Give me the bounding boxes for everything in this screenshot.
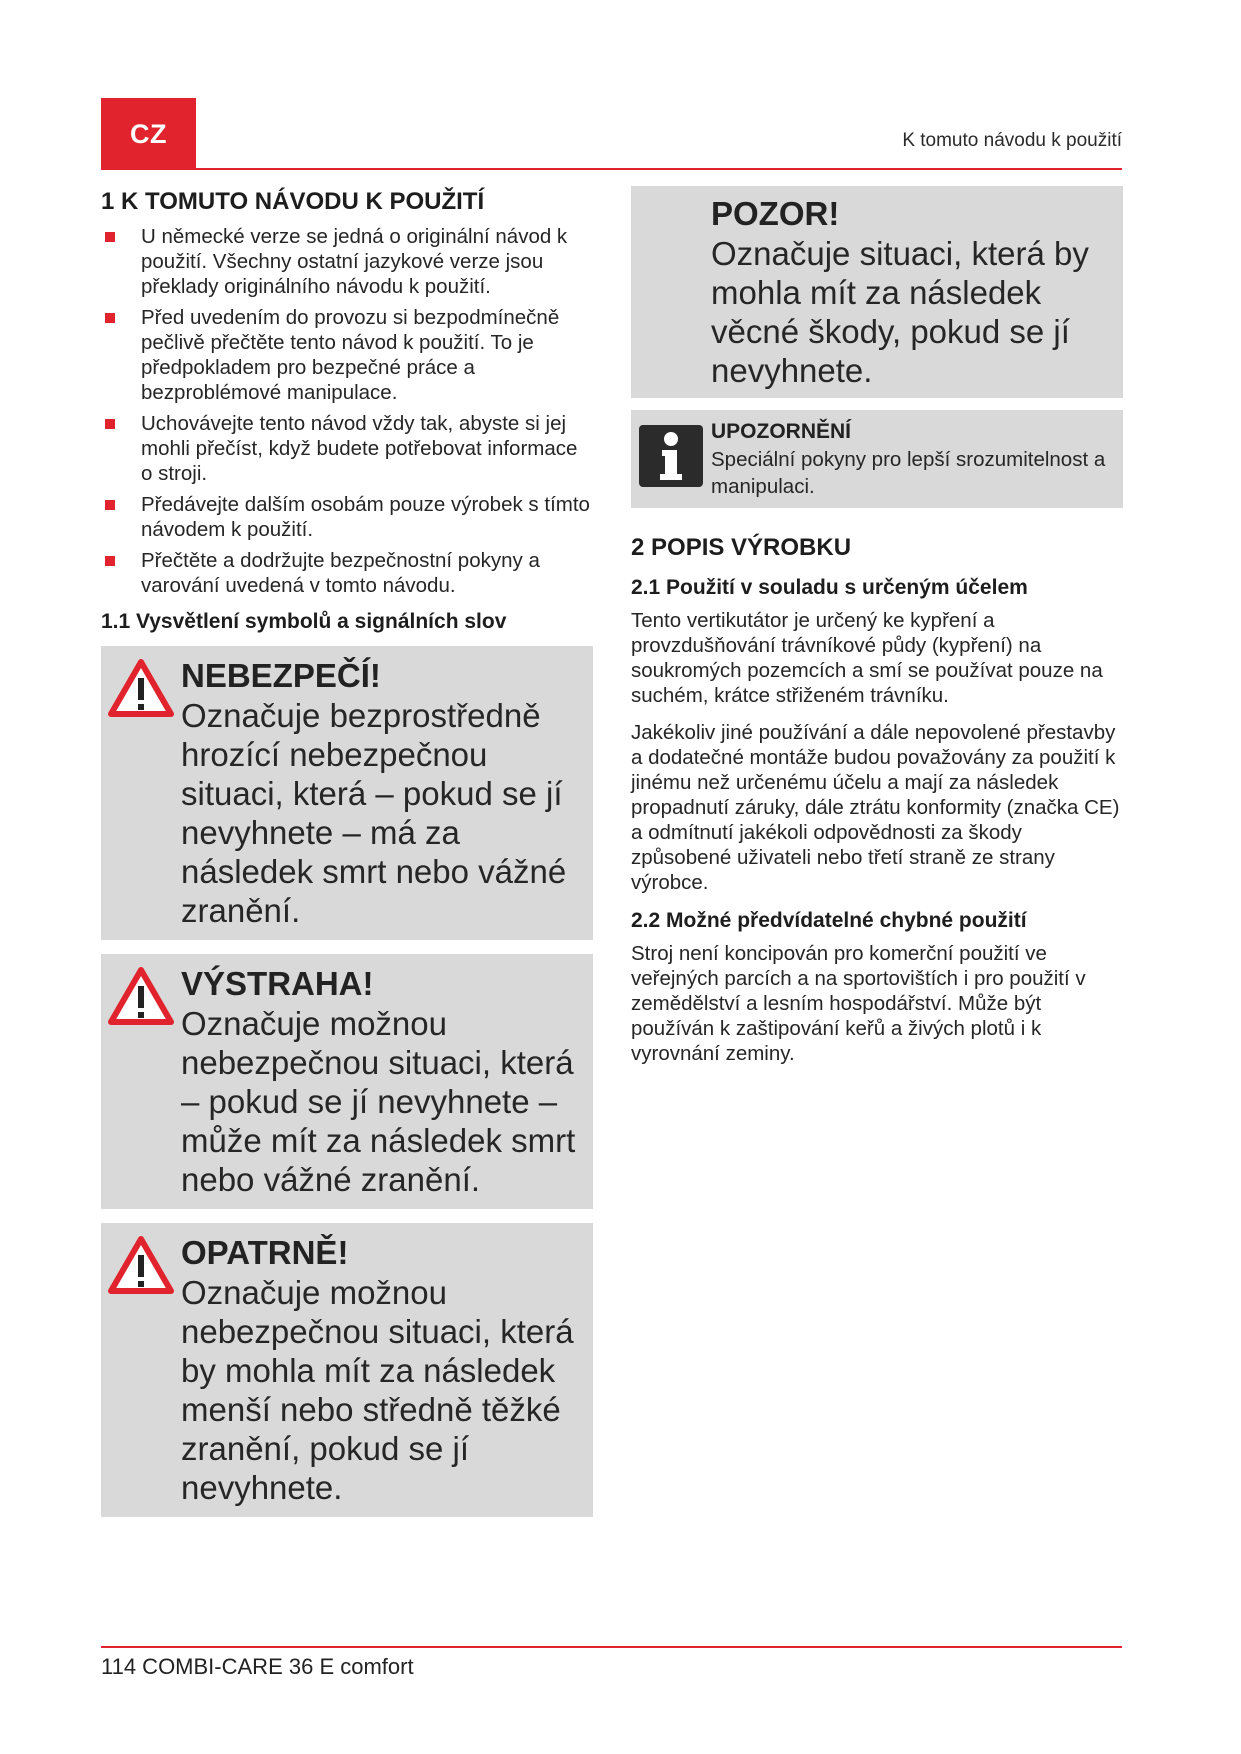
warning-triangle-icon [107, 658, 175, 720]
language-tab: CZ [101, 98, 196, 170]
list-item: Předávejte dalším osobám pouze výrobek s tímto návodem k použití. [101, 492, 593, 542]
intro-bullet-list [101, 224, 593, 598]
left-column [101, 188, 593, 1531]
danger-box [101, 646, 593, 940]
danger-title: NEBEZPEČÍ! [181, 657, 381, 694]
intended-use-paragraph-1: Tento vertikutátor je určený ke kypření a provzdušňování trávníkové půdy (kypření) na soukromých pozemcích a smí se používat pouze na suchém, krátce střiženém trávníku. [631, 609, 1103, 707]
bullet-square-icon [105, 556, 115, 566]
warning-triangle-icon [107, 1235, 175, 1297]
page-footer: 114 COMBI-CARE 36 E comfort [101, 1654, 414, 1679]
section-2-title: 2 POPIS VÝROBKU [631, 534, 852, 561]
bullet-square-icon [105, 419, 115, 429]
info-text: Speciální pokyny pro lepší srozumitelnost a manipulaci. [711, 448, 1106, 498]
bullet-square-icon [105, 500, 115, 510]
list-item: Před uvedením do provozu si bezpodmínečně pečlivě přečtěte tento návod k použití. To je předpokladem pro bezpečné práce a bezproblémové manipulace. [101, 305, 593, 405]
warning-title: VÝSTRAHA! [181, 965, 374, 1002]
list-item: Přečtěte a dodržujte bezpečnostní pokyny a varování uvedená v tomto návodu. [101, 548, 593, 598]
intended-use-subtitle: 2.1 Použití v souladu s určeným účelem [631, 576, 1028, 599]
info-icon [638, 424, 704, 488]
info-box [631, 410, 1123, 508]
misuse-paragraph: Stroj není koncipován pro komerční použití ve veřejných parcích a na sportovištích i pro použití v zemědělství a lesním hospodářství. Může být používán k zaštipování keřů a živých plotů i k vyrovnání zeminy. [631, 942, 1086, 1065]
notice-title: POZOR! [711, 195, 840, 232]
list-item: U německé verze se jedná o originální návod k použití. Všechny ostatní jazykové verze jsou překlady originálního návodu k použití. [101, 224, 593, 299]
list-item: Uchovávejte tento návod vždy tak, abyste si jej mohli přečíst, když budete potřebovat informace o stroji. [101, 411, 593, 486]
caution-box [101, 1223, 593, 1517]
caution-title: OPATRNĚ! [181, 1234, 349, 1271]
right-column [631, 186, 1123, 1078]
warning-box [101, 954, 593, 1209]
warning-triangle-icon [107, 966, 175, 1028]
warning-text: Označuje možnou nebezpečnou situaci, která – pokud se jí nevyhnete – může mít za následek smrt nebo vážné zranění. [181, 1005, 576, 1198]
intended-use-paragraph-2: Jakékoliv jiné používání a dále nepovolené přestavby a dodatečné montáže budou považovány za použití k jinému než určenému účelu a mají za následek propadnutí záruky, dále ztrátu konformity (značka CE) a odmítnutí jakékoli odpovědnosti za škody způsobené uživateli nebo třetí straně ze strany výrobce. [631, 721, 1120, 894]
info-title: UPOZORNĚNÍ [711, 420, 852, 443]
symbols-subtitle: 1.1 Vysvětlení symbolů a signálních slov [101, 610, 507, 633]
header-rule [101, 168, 1122, 170]
notice-text: Označuje situaci, která by mohla mít za následek věcné škody, pokud se jí nevyhnete. [711, 235, 1089, 389]
caution-text: Označuje možnou nebezpečnou situaci, která by mohla mít za následek menší nebo středně těžké zranění, pokud se jí nevyhnete. [181, 1274, 574, 1506]
running-header: K tomuto návodu k použití [902, 130, 1122, 151]
danger-text: Označuje bezprostředně hrozící nebezpečnou situaci, která – pokud se jí nevyhnete – má za následek smrt nebo vážné zranění. [181, 697, 567, 929]
bullet-square-icon [105, 313, 115, 323]
misuse-subtitle: 2.2 Možné předvídatelné chybné použití [631, 909, 1027, 932]
section-1-title: 1 K TOMUTO NÁVODU K POUŽITÍ [101, 188, 485, 215]
notice-box [631, 186, 1123, 398]
bullet-square-icon [105, 232, 115, 242]
footer-rule [101, 1646, 1122, 1648]
